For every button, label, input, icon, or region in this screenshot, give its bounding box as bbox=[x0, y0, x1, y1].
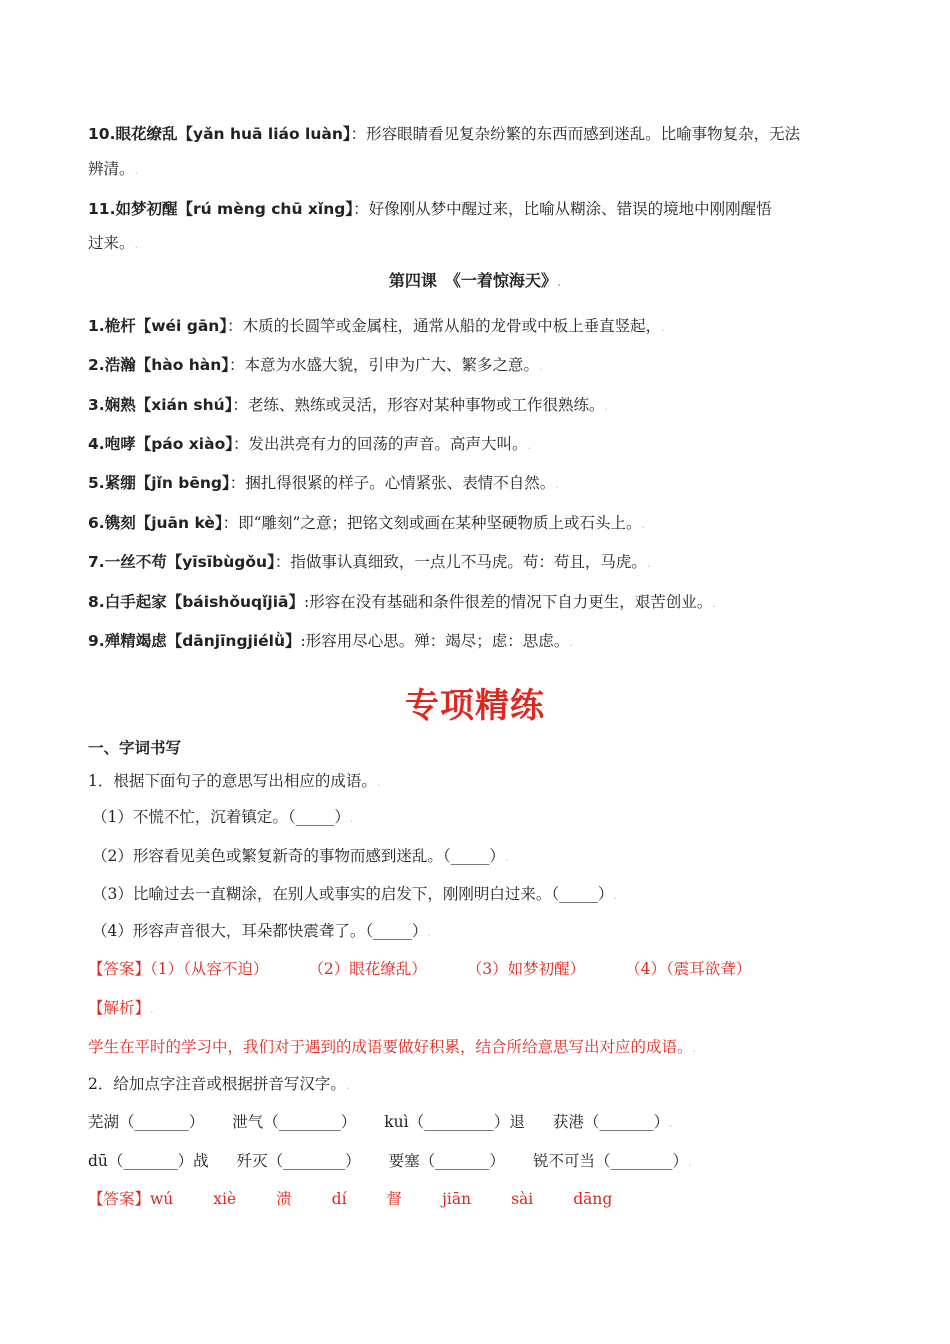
q2-answer bbox=[88, 1188, 870, 1210]
q1-item-text: （1）不慌不忙，沉着镇定。（_____） bbox=[92, 808, 350, 826]
entry-num: 2. bbox=[88, 356, 105, 374]
q1-item-3: （3）比喻过去一直糊涂，在别人或事实的启发下，刚刚明白过来。（_____）. bbox=[92, 885, 617, 903]
answer-item: （4）（震耳欲聋） bbox=[625, 960, 752, 978]
entry-term: 眼花缭乱 bbox=[115, 125, 178, 143]
entry-2: 2.浩瀚【hào hàn】：本意为水盛大貌，引申为广大、繁多之意。. bbox=[88, 356, 543, 374]
q1-item-text: （4）形容声音很大，耳朵都快震聋了。（_____） bbox=[92, 922, 428, 940]
q1-item-2: （2）形容看见美色或繁复新奇的事物而感到迷乱。（_____）. bbox=[92, 847, 509, 865]
q2-stem-text: 2．给加点字注音或根据拼音写汉字。 bbox=[88, 1075, 346, 1093]
answer-item: （2）眼花缭乱） bbox=[308, 960, 427, 978]
entry-pinyin: 【juān kè】 bbox=[135, 514, 223, 532]
entry-def-cont: 过来。 bbox=[88, 234, 135, 252]
entry-6: 6.镌刻【juān kè】：即“雕刻”之意；把铭文刻或画在某种坚硬物质上或石头上。. bbox=[88, 514, 645, 532]
entry-def: ：指做事认真细致，一点儿不马虎。苟：苟且，马虎。 bbox=[274, 553, 647, 571]
entry-def: ：好像刚从梦中醒过来，比喻从糊涂、错误的境地中刚刚醒悟 bbox=[353, 200, 772, 218]
entry-term: 娴熟 bbox=[104, 396, 136, 414]
q1-item-text: （2）形容看见美色或繁复新奇的事物而感到迷乱。（_____） bbox=[92, 847, 505, 865]
entry-3: 3.娴熟【xián shú】：老练、熟练或灵活，形容对某种事物或工作很熟练。. bbox=[88, 396, 608, 414]
q1-item-4: （4）形容声音很大，耳朵都快震聋了。（_____）. bbox=[92, 922, 431, 940]
answer-item: （3）如梦初醒） bbox=[466, 960, 586, 978]
q2-item: 泄气（________） bbox=[232, 1113, 357, 1131]
lesson-title: 第四课 《一着惊海天》. bbox=[388, 271, 562, 290]
entry-7: 7.一丝不苟【yīsībùgǒu】：指做事认真细致，一点儿不马虎。苟：苟且，马虎。. bbox=[88, 553, 651, 571]
entry-num: 6. bbox=[88, 514, 105, 532]
entry-def-cont: 辨清。 bbox=[88, 160, 135, 178]
entry-def: :形容在没有基础和条件很差的情况下自力更生，艰苦创业。 bbox=[304, 593, 713, 611]
q2-row-2: dū（_______）战 歼灭（________） 要塞（_______） 锐不可当（________）. bbox=[88, 1152, 692, 1170]
entry-num: 3. bbox=[88, 396, 105, 414]
entry-term: 浩瀚 bbox=[104, 356, 136, 374]
q2-item: 要塞（_______） bbox=[388, 1152, 505, 1170]
answer-item: jiān bbox=[442, 1190, 472, 1208]
answer-item: sài bbox=[511, 1190, 534, 1208]
answer-item: 溃 bbox=[276, 1190, 292, 1208]
answer-label: 【答案】 bbox=[88, 1190, 151, 1208]
entry-10 bbox=[88, 123, 870, 145]
entry-num: 11. bbox=[88, 200, 116, 218]
analysis-label: 【解析】 bbox=[88, 999, 151, 1017]
entry-10-cont: 辨清。. bbox=[88, 160, 139, 178]
q2-item: 锐不可当（________） bbox=[532, 1152, 688, 1170]
entry-term: 镌刻 bbox=[104, 514, 136, 532]
part-title: 一、字词书写 bbox=[88, 739, 182, 757]
answer-label: 【答案】 bbox=[88, 960, 151, 978]
entry-num: 1. bbox=[88, 317, 105, 335]
entry-def: ：形容眼睛看见复杂纷繁的东西而感到迷乱。比喻事物复杂，无法 bbox=[350, 125, 801, 143]
entry-4: 4.咆哮【páo xiào】：发出洪亮有力的回荡的声音。高声大叫。. bbox=[88, 435, 531, 453]
q1-item-text: （3）比喻过去一直糊涂，在别人或事实的启发下，刚刚明白过来。（_____） bbox=[92, 885, 614, 903]
q2-item: dū（_______）战 bbox=[88, 1152, 209, 1170]
entry-def: ：发出洪亮有力的回荡的声音。高声大叫。 bbox=[232, 435, 528, 453]
q1-item-1: （1）不慌不忙，沉着镇定。（_____）. bbox=[92, 808, 354, 826]
entry-pinyin: 【yīsībùgǒu】 bbox=[166, 553, 275, 571]
entry-term: 如梦初醒 bbox=[115, 200, 178, 218]
entry-1: 1.桅杆【wéi gān】：木质的长圆竿或金属柱，通常从船的龙骨或中板上垂直竖起，. bbox=[88, 317, 665, 335]
entry-def: ：即“雕刻”之意；把铭文刻或画在某种坚硬物质上或石头上。 bbox=[222, 514, 642, 532]
entry-def: ：木质的长圆竿或金属柱，通常从船的龙骨或中板上垂直竖起， bbox=[227, 317, 662, 335]
entry-term: 白手起家 bbox=[104, 593, 167, 611]
entry-term: 咆哮 bbox=[104, 435, 136, 453]
answer-item: 督 bbox=[386, 1190, 403, 1208]
q2-item: kuì（_________）退 bbox=[384, 1113, 525, 1131]
entry-pinyin: 【xián shú】 bbox=[135, 396, 233, 414]
entry-def: ：本意为水盛大貌，引申为广大、繁多之意。 bbox=[229, 356, 540, 374]
analysis-text: 学生在平时的学习中，我们对于遇到的成语要做好积累，结合所给意思写出对应的成语。 bbox=[88, 1038, 693, 1056]
q2-row-1: 芜湖（_______） 泄气（________） kuì（_________）退 获港（_______）. bbox=[88, 1113, 673, 1131]
q1-stem-text: 1．根据下面句子的意思写出相应的成语。 bbox=[88, 772, 377, 790]
entry-num: 4. bbox=[88, 435, 105, 453]
entry-pinyin: 【jǐn bēng】 bbox=[135, 474, 230, 492]
entry-9: 9.殚精竭虑【dānjīngjiélǜ】:形容用尽心思。殚：竭尽；虑：思虑。. bbox=[88, 632, 573, 650]
entry-term: 殚精竭虑 bbox=[104, 632, 167, 650]
entry-5: 5.紧绷【jǐn bēng】：捆扎得很紧的样子。心情紧张、表情不自然。. bbox=[88, 474, 559, 492]
entry-pinyin: 【yǎn huā liáo luàn】 bbox=[177, 125, 351, 143]
entry-11 bbox=[88, 198, 870, 220]
entry-pinyin: 【rú mèng chū xǐng】 bbox=[177, 200, 354, 218]
entry-pinyin: 【wéi gān】 bbox=[135, 317, 228, 335]
answer-item: （1）（从容不迫） bbox=[150, 960, 269, 978]
entry-num: 5. bbox=[88, 474, 105, 492]
answer-item: wú bbox=[150, 1190, 174, 1208]
entry-num: 7. bbox=[88, 553, 105, 571]
entry-def: :形容用尽心思。殚：竭尽；虑：思虑。 bbox=[300, 632, 570, 650]
entry-num: 10. bbox=[88, 125, 116, 143]
q1-stem: 1．根据下面句子的意思写出相应的成语。. bbox=[88, 772, 381, 790]
entry-term: 桅杆 bbox=[104, 317, 136, 335]
entry-pinyin: 【páo xiào】 bbox=[135, 435, 233, 453]
q1-analysis: 学生在平时的学习中，我们对于遇到的成语要做好积累，结合所给意思写出对应的成语。. bbox=[88, 1038, 697, 1056]
answer-item: xiè bbox=[213, 1190, 237, 1208]
q1-analysis-label: 【解析】. bbox=[88, 999, 154, 1017]
entry-8: 8.白手起家【báishǒuqǐjiā】:形容在没有基础和条件很差的情况下自力更生，艰苦创业。. bbox=[88, 593, 716, 611]
answer-item: dāng bbox=[573, 1190, 613, 1208]
entry-num: 8. bbox=[88, 593, 105, 611]
entry-num: 9. bbox=[88, 632, 105, 650]
q2-item: 芜湖（_______） bbox=[88, 1113, 205, 1131]
entry-11-cont: 过来。. bbox=[88, 234, 139, 252]
q2-item: 歼灭（________） bbox=[236, 1152, 361, 1170]
lesson-title-text: 第四课 《一着惊海天》 bbox=[388, 271, 557, 290]
q1-answer bbox=[88, 958, 870, 980]
entry-pinyin: 【hào hàn】 bbox=[135, 356, 230, 374]
entry-def: ：老练、熟练或灵活，形容对某种事物或工作很熟练。 bbox=[232, 396, 605, 414]
section-title: 专项精练 bbox=[405, 686, 545, 726]
entry-def: ：捆扎得很紧的样子。心情紧张、表情不自然。 bbox=[229, 474, 556, 492]
entry-term: 一丝不苟 bbox=[104, 553, 167, 571]
answer-item: dí bbox=[331, 1190, 347, 1208]
entry-pinyin: 【báishǒuqǐjiā】 bbox=[166, 593, 305, 611]
q2-stem: 2．给加点字注音或根据拼音写汉字。. bbox=[88, 1075, 350, 1093]
q2-item: 获港（_______） bbox=[552, 1113, 670, 1131]
entry-pinyin: 【dānjīngjiélǜ】 bbox=[166, 632, 301, 650]
entry-term: 紧绷 bbox=[104, 474, 136, 492]
